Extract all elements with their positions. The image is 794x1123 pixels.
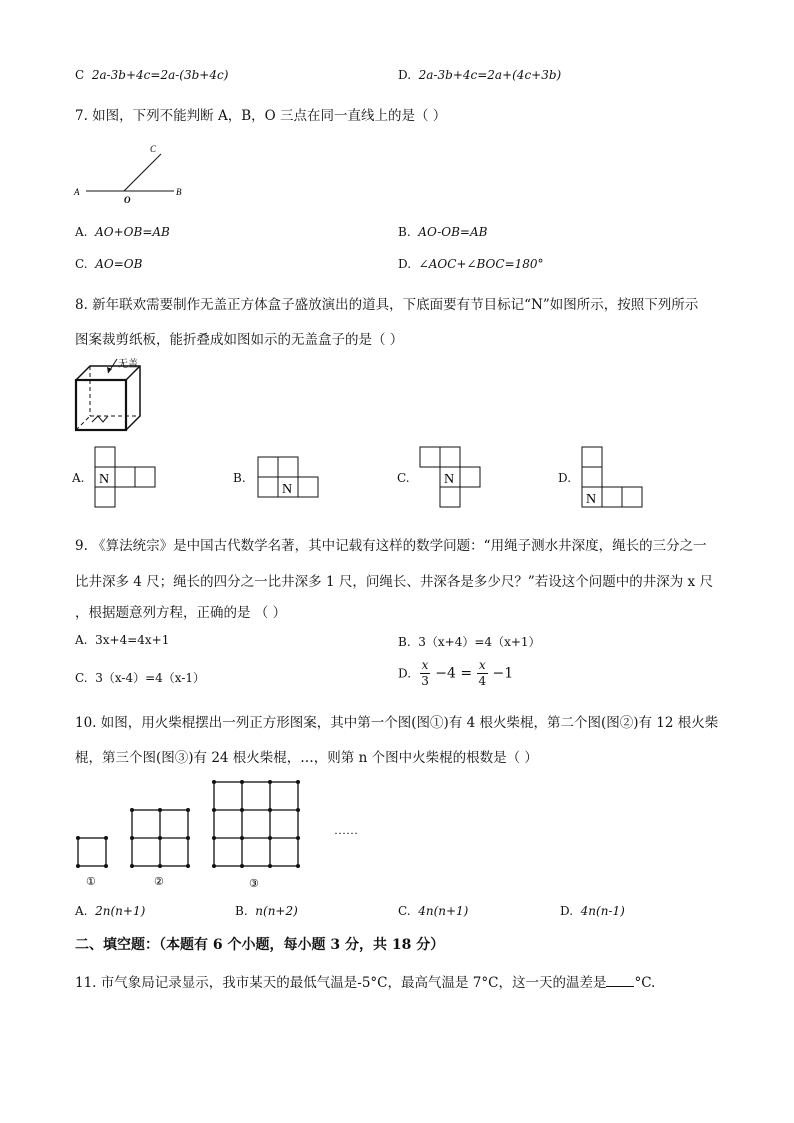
- q9-option-a[interactable]: A. 3x+4=4x+1: [75, 633, 170, 647]
- q8-box-figure: [70, 356, 170, 436]
- q9-option-b[interactable]: B. 3（x+4）=4（x+1）: [398, 635, 541, 649]
- q8-stem-line2: 图案裁剪纸板，能折叠成如图如示的无盖盒子的是（ ）: [75, 332, 404, 348]
- q7-option-a[interactable]: A. AO+OB=AB: [75, 225, 170, 239]
- q8-stem-line1: 8. 新年联欢需要制作无盖正方体盒子盛放演出的道具，下底面要有节目标记“N”如图所示，按照下列所示: [75, 297, 699, 313]
- q6-option-c[interactable]: C 2a-3b+4c=2a-(3b+4c): [75, 68, 229, 82]
- fraction-x-over-4: $\frac{x}{4}$: [478, 658, 487, 688]
- q10-option-c[interactable]: C. 4n(n+1): [398, 904, 469, 918]
- q9-line3: ，根据题意列方程，正确的是 （ ）: [75, 605, 287, 621]
- q10-matchstick-figure: [68, 776, 388, 894]
- label-b: B: [176, 187, 182, 197]
- q10-option-a[interactable]: A. 2n(n+1): [75, 904, 146, 918]
- q7-option-d[interactable]: D. ∠AOC+∠BOC=180°: [398, 257, 544, 271]
- label-c: C: [150, 144, 157, 154]
- q7-option-c[interactable]: C. AO=OB: [75, 257, 143, 271]
- section-heading: 二、填空题：（本题有 6 个小题，每小题 3 分，共 18 分）: [75, 937, 445, 953]
- q11-stem: 11. 市气象局记录显示，我市某天的最低气温是-5°C，最高气温是 7°C，这一天的温差是 °C.: [75, 975, 656, 991]
- n-mark: N: [99, 472, 110, 487]
- q9-option-c[interactable]: C. 3（x-4）=4（x-1）: [75, 671, 206, 685]
- q7-option-b[interactable]: B. AO-OB=AB: [398, 225, 488, 239]
- q8-option-c-net[interactable]: [419, 446, 483, 510]
- q8-option-d-net[interactable]: [581, 446, 645, 510]
- q7-figure: [72, 142, 192, 208]
- figure-label-1: ①: [86, 876, 96, 888]
- q10-option-b[interactable]: B. n(n+2): [235, 904, 298, 918]
- q8-option-c-label: C.: [397, 471, 410, 485]
- q9-option-d[interactable]: D. $\frac{x}{3}$ −4 = $\frac{x}{4}$ −1: [398, 658, 514, 688]
- fraction-x-over-3: $\frac{x}{3}$: [421, 658, 429, 688]
- q6-option-d[interactable]: D. 2a-3b+4c=2a+(4c+3b): [398, 68, 562, 82]
- q7-stem: 7. 如图，下列不能判断 A，B，O 三点在同一直线上的是（ ）: [75, 108, 447, 124]
- label-a: A: [74, 187, 80, 197]
- q8-option-a-label: A.: [72, 471, 85, 485]
- n-mark: N: [282, 482, 293, 497]
- n-mark: N: [444, 472, 455, 487]
- ray-oc: [124, 154, 161, 191]
- q9-line1: 9. 《算法统宗》是中国古代数学名著，其中记载有这样的数学问题：“用绳子测水井深度，绳长的三分之一: [75, 538, 707, 554]
- q10-line2: 棍，第三个图(图③)有 24 根火柴棍，…，则第 n 个图中火柴棍的根数是（ ）: [75, 750, 538, 766]
- q10-option-d[interactable]: D. 4n(n-1): [560, 904, 625, 918]
- figure-label-2: ②: [154, 876, 164, 888]
- answer-blank[interactable]: [606, 974, 634, 987]
- box-label: 无盖: [118, 359, 138, 370]
- n-mark: N: [586, 492, 597, 507]
- q8-option-b-net[interactable]: [257, 456, 321, 500]
- q8-option-a-net[interactable]: [94, 446, 158, 510]
- figure-label-3: ③: [249, 878, 259, 890]
- q8-option-b-label: B.: [233, 471, 246, 485]
- q10-line1: 10. 如图，用火柴棍摆出一列正方形图案，其中第一个图(图①)有 4 根火柴棍，第二个图(图②)有 12 根火柴: [75, 715, 719, 731]
- label-o: O: [124, 195, 131, 205]
- q8-option-d-label: D.: [558, 471, 572, 485]
- ellipsis: ……: [334, 823, 358, 837]
- q9-line2: 比井深多 4 尺；绳长的四分之一比井深多 1 尺，问绳长、井深各是多少尺？”若设这个问题中的井深为 x 尺: [75, 574, 713, 590]
